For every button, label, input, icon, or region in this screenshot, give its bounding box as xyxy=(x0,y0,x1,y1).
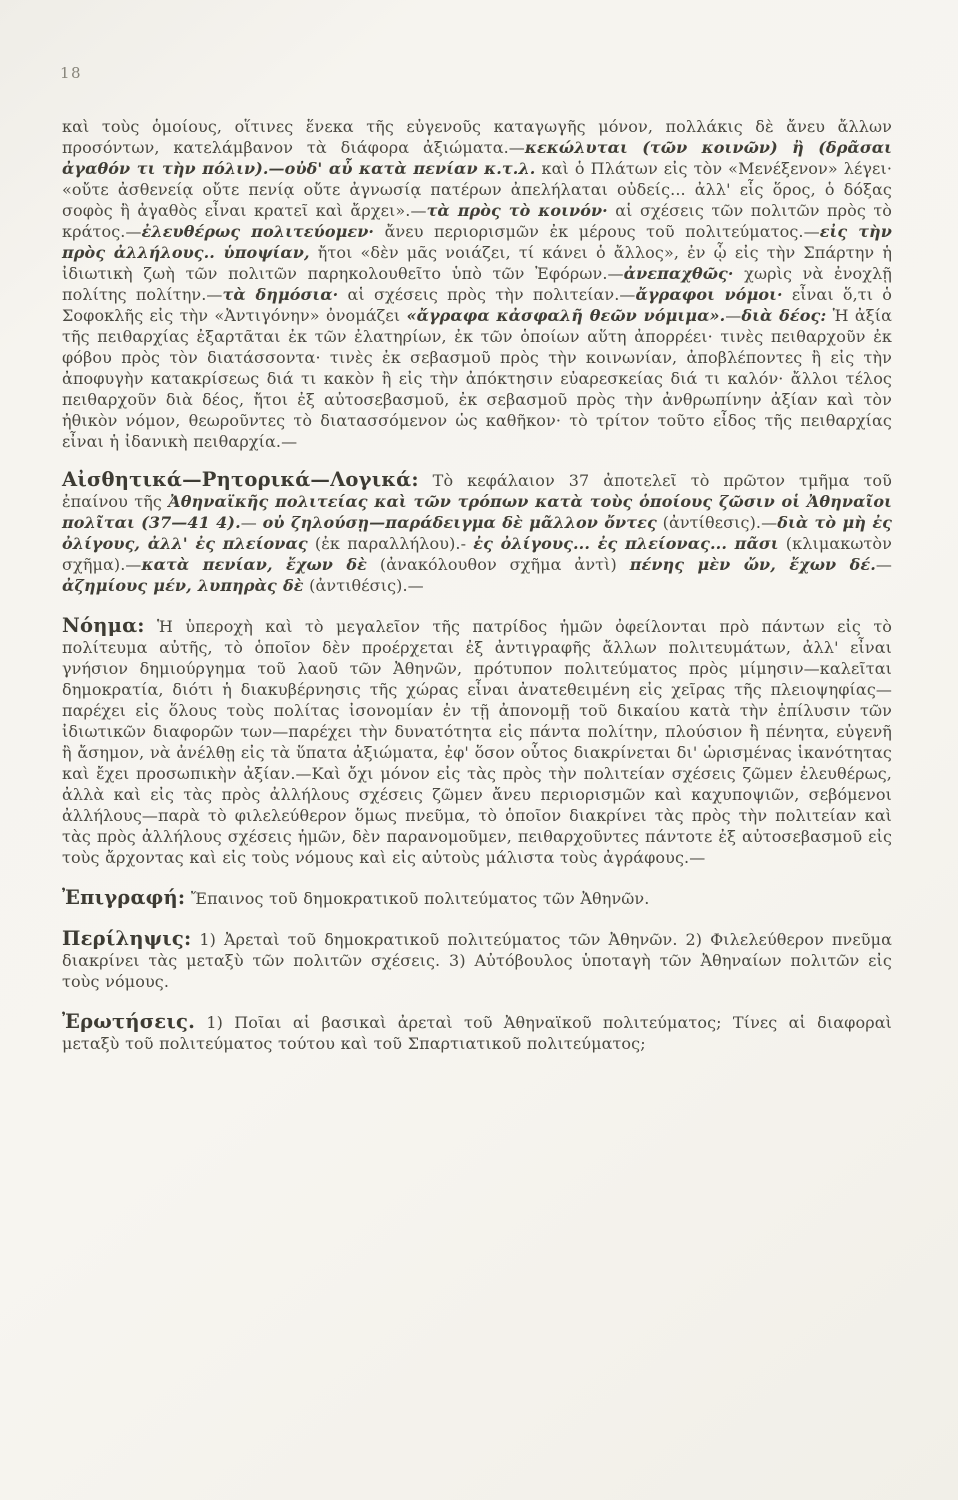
commentary-text: καὶ τοὺς ὁμοίους, οἵτινες ἕνεκα τῆς εὐγενοῦς καταγωγῆς μόνον, πολλάκις δὲ ἄνευ ἄλλων προσόντων, κατελάμβανον τὰ διάφορα ἀξιώματα.—κεκώλυται (τῶν κοινῶν) ἢ (δρᾶσαι ἀγαθόν τι τὴν πόλιν).—οὐδ' αὖ κατὰ πενίαν κ.τ.λ. καὶ ὁ Πλάτων εἰς τὸν «Μενέξενον» λέγει· «οὔτε ἀσθενείᾳ οὔτε πενίᾳ οὔτε ἀγνωσίᾳ πατέρων ἀπελήλαται οὐδείς... ἀλλ' εἷς ὅρος, ὁ δόξας σοφὸς ἢ ἀγαθὸς εἶναι κρατεῖ καὶ ἄρχει».—τὰ πρὸς τὸ κοινόν· αἱ σχέσεις τῶν πολιτῶν πρὸς τὸ κράτος.—ἐλευθέρως πολιτεύομεν· ἄνευ περιορισμῶν ἐκ μέρους τοῦ πολιτεύματος.—εἰς τὴν πρὸς ἀλλήλους.. ὑποψίαν, ἤτοι «δὲν μᾶς νοιάζει, τί κάνει ὁ ἄλλος», ἐν ᾧ εἰς τὴν Σπάρτην ἡ ἰδιωτικὴ ζωὴ τῶν πολιτῶν παρηκολουθεῖτο ὑπὸ τῶν Ἐφόρων.—ἀνεπαχθῶς· χωρὶς νὰ ἐνοχλῇ πολίτης πολίτην.—τὰ δημόσια· αἱ σχέσεις πρὸς τὴν πολιτείαν.—ἄγραφοι νόμοι· εἶναι ὅ,τι ὁ Σοφοκλῆς εἰς τὴν «Ἀντιγόνην» ὀνομάζει «ἄγραφα κἀσφαλῆ θεῶν νόμιμα».—διὰ δέος: Ἡ ἀξία τῆς πειθαρχίας ἐξαρτᾶται ἐκ τῶν ἐλατηρίων, ἐκ τῶν ὁποίων αὕτη ἀπορρέει· τινὲς πειθαρχοῦν ἐκ φόβου πρὸς τὸν διατάσσοντα· τινὲς ἐκ σεβασμοῦ πρὸς τὴν κοινωνίαν, ἀποβλέποντες ἢ εἰς τὴν ἀποφυγὴν κατακρίσεως διά τι κακὸν ἢ εἰς τὴν ἀπόκτησιν εὐαρεσκείας διά τι καλόν· ἄλλοι τέλος πειθαρχοῦν διὰ δέος, ἤτοι ἐξ αὐτοσεβασμοῦ, ἐκ σεβασμοῦ πρὸς τὴν ἀνθρωπίνην ἀξίαν καὶ τὸν ἠθικὸν νόμον, θεωροῦντες τὸ διατασσόμενον ὡς καθῆκον· τὸ τρίτον τοῦτο εἶδος τῆς πειθαρχίας εἶναι ἡ ἰδανικὴ πειθαρχία.— xyxy=(62,117,893,451)
section-text-perilipsis: 1) Ἀρεταὶ τοῦ δημοκρατικοῦ πολιτεύματος τῶν Ἀθηνῶν. 2) Φιλελεύθερον πνεῦμα διακρίνει τὰς μεταξὺ τῶν πολιτῶν σχέσεις. 3) Αὐτόβουλος ὑποταγὴ τῶν Ἀθηναίων πολιτῶν εἰς τοὺς νόμους. xyxy=(62,930,892,991)
section-heading-erotiseis: Ἐρωτήσεις. xyxy=(62,1010,196,1033)
section-heading-epigraphe: Ἐπιγραφή: xyxy=(62,886,186,909)
section-epigraphe xyxy=(62,887,892,909)
section-perilipsis xyxy=(62,928,892,992)
section-heading-noema: Νόημα: xyxy=(62,614,145,637)
section-text-noema: Ἡ ὑπεροχὴ καὶ τὸ μεγαλεῖον τῆς πατρίδος ἡμῶν ὀφείλονται πρὸ πάντων εἰς τὸ πολίτευμα αὐτῆς, τὸ ὁποῖον δὲν προέρχεται ἐξ ἀντιγραφῆς ἄλλων πολιτευμάτων, ἀλλ' εἶναι γνήσιον δημιούργημα τοῦ λαοῦ τῶν Ἀθηνῶν, πρότυπον πολιτεύματος πρὸς μίμησιν—καλεῖται δημοκρατία, διότι ἡ διακυβέρνησις τῆς χώρας εἶναι ἀνατεθειμένη εἰς χεῖρας τῆς πλειοψηφίας—παρέχει εἰς ὅλους τοὺς πολίτας ἰσονομίαν ἐν τῇ ἀπονομῇ τοῦ δικαίου κατὰ τὴν ἐπίλυσιν τῶν ἰδιωτικῶν διαφορῶν των—παρέχει τὴν δυνατότητα εἰς πάντα πολίτην, πλούσιον ἢ πένητα, εὐγενῆ ἢ ἄσημον, νὰ ἀνέλθῃ εἰς τὰ ὕπατα ἀξιώματα, ἐφ' ὅσον οὗτος διακρίνεται δι' ὡρισμένας ἱκανότητας καὶ ἔχει προσωπικὴν ἀξίαν.—Καὶ ὄχι μόνον εἰς τὰς πρὸς τὴν πολιτείαν σχέσεις ζῶμεν ἐλευθέρως, ἀλλὰ καὶ εἰς τὰς πρὸς ἀλλήλους σχέσεις ζῶμεν ἄνευ περιορισμῶν καὶ καχυποψιῶν, σεβόμενοι ἀλλήλους—παρὰ τὸ φιλελεύθερον ὅμως πνεῦμα, τὸ ὁποῖον διακρίνει τὰς πρὸς τὴν πολιτείαν καὶ τὰς πρὸς ἀλλήλους σχέσεις ἡμῶν, δὲν παρανομοῦμεν, πειθαρχοῦντες πάντοτε ἐξ αὐτοσεβασμοῦ εἰς τοὺς ἄρχοντας καὶ εἰς τοὺς νόμους καὶ εἰς αὐτοὺς μάλιστα τοὺς ἀγράφους.— xyxy=(62,617,892,867)
section-aesthetics-rhetoric-logic xyxy=(62,469,892,596)
section-noema xyxy=(62,615,892,868)
page-number: 18 xyxy=(60,64,83,82)
section-text-aesthetics: Τὸ κεφάλαιον 37 ἀποτελεῖ τὸ πρῶτον τμῆμα τοῦ ἐπαίνου τῆς Ἀθηναϊκῆς πολιτείας καὶ τῶν τρόπων κατὰ τοὺς ὁποίους ζῶσιν οἱ Ἀθηναῖοι πολῖται (37—41 4).— οὐ ζηλούσῃ—παράδειγμα δὲ μᾶλλον ὄντες (ἀντίθεσις).—διὰ τὸ μὴ ἐς ὀλίγους, ἀλλ' ἐς πλείονας (ἐκ παραλλήλου).- ἐς ὀλίγους... ἐς πλείονας... πᾶσι (κλιμακωτὸν σχῆμα).—κατὰ πενίαν, ἔχων δὲ (ἀνακόλουθον σχῆμα ἀντὶ) πένης μὲν ὤν, ἔχων δέ.—ἀζημίους μέν, λυπηρὰς δὲ (ἀντιθέσις).— xyxy=(62,471,892,595)
commentary-paragraph xyxy=(62,116,892,452)
section-text-epigraphe: Ἔπαινος τοῦ δημοκρατικοῦ πολιτεύματος τῶν Ἀθηνῶν. xyxy=(185,889,650,908)
section-text-erotiseis: 1) Ποῖαι αἱ βασικαὶ ἀρεταὶ τοῦ Ἀθηναϊκοῦ πολιτεύματος; Τίνες αἱ διαφοραὶ μεταξὺ τοῦ πολιτεύματος τούτου καὶ τοῦ Σπαρτιατικοῦ πολιτεύματος; xyxy=(62,1013,892,1053)
section-erotiseis xyxy=(62,1011,892,1054)
section-heading-aesthetics: Αἰσθητικά—Ρητορικά—Λογικά: xyxy=(62,468,419,491)
section-heading-perilipsis: Περίληψις: xyxy=(62,927,192,950)
